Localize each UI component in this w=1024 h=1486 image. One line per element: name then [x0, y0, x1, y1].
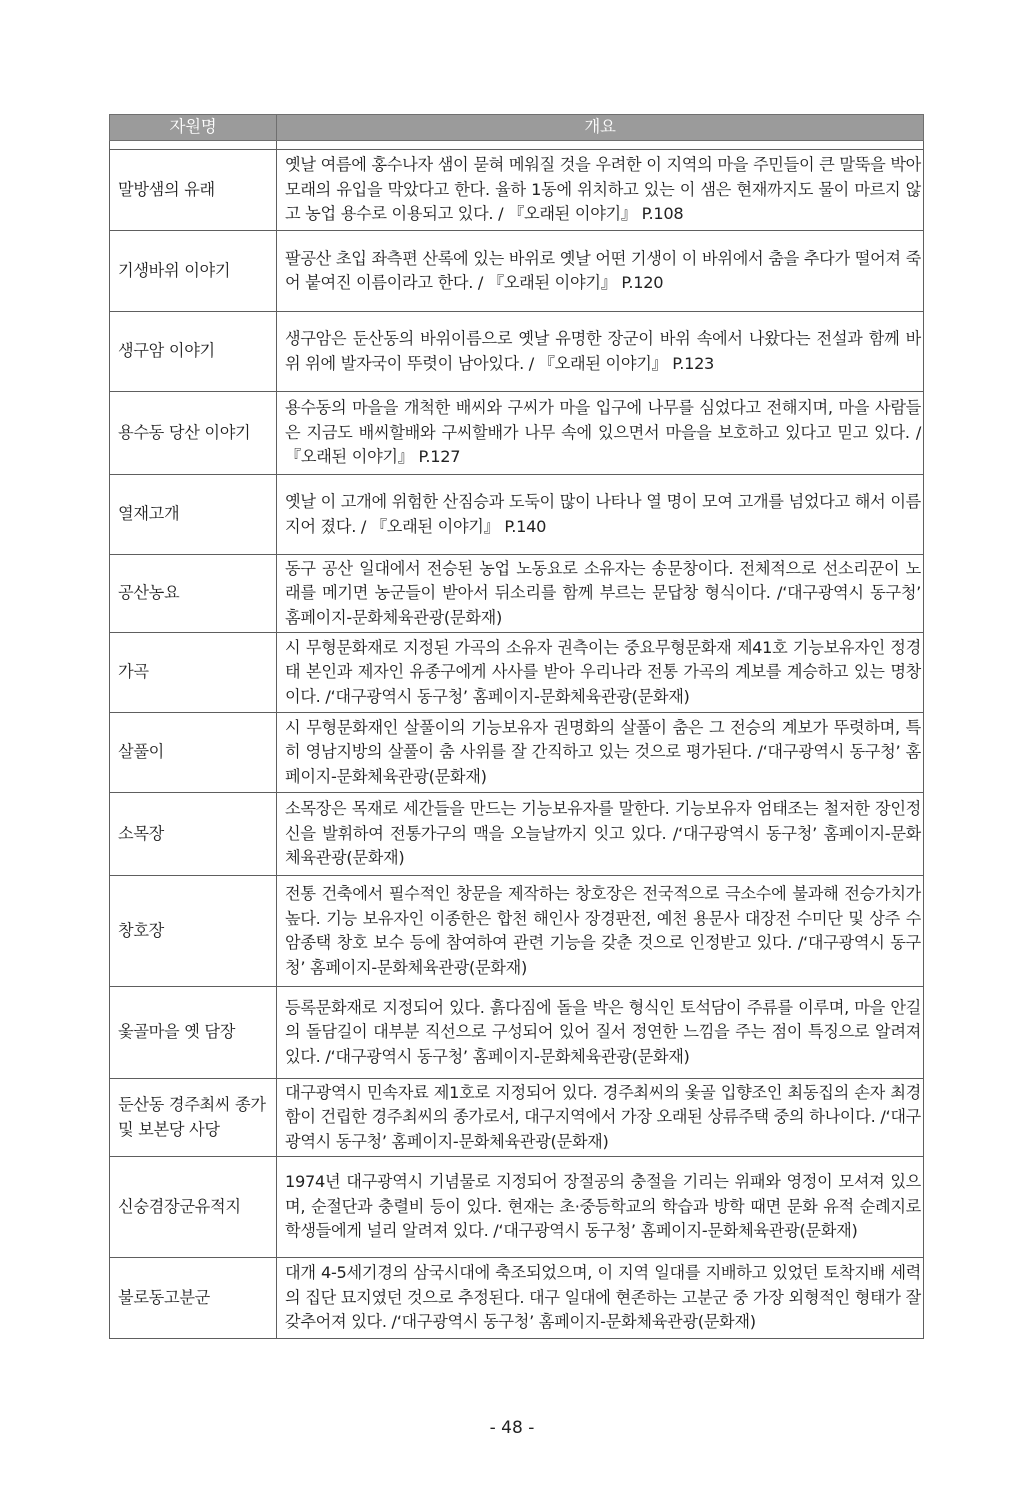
header-summary: 개요 — [277, 115, 924, 141]
resource-name: 살풀이 — [110, 713, 277, 793]
resource-name: 용수동 당산 이야기 — [110, 392, 277, 475]
resource-name: 열재고개 — [110, 475, 277, 555]
table-row — [110, 555, 924, 633]
resource-name: 불로동고분군 — [110, 1258, 277, 1339]
resource-summary: 소목장은 목재로 세간들을 만드는 기능보유자를 말한다. 기능보유자 엄태조는 철저한 장인정신을 발휘하여 전통가구의 맥을 오늘날까지 잇고 있다. /‘대구광역시 동구청’ 홈페이지-문화체육관광(문화재) — [277, 793, 924, 876]
table-row — [110, 231, 924, 312]
table-row — [110, 150, 924, 231]
resource-name: 창호장 — [110, 876, 277, 987]
table-row — [110, 987, 924, 1079]
resource-summary: 전통 건축에서 필수적인 창문을 제작하는 창호장은 전국적으로 극소수에 불과해 전승가치가 높다. 기능 보유자인 이종한은 합천 해인사 장경판전, 예천 용문사 대장전 수미단 및 상주 수암종택 창호 보수 등에 참여하여 관련 기능을 갖춘 것으로 인정받고 있다. /‘대구광역시 동구청’ 홈페이지-문화체육관광(문화재) — [277, 876, 924, 987]
table-row — [110, 392, 924, 475]
resource-summary: 시 무형문화재로 지정된 가곡의 소유자 권측이는 중요무형문화재 제41호 기능보유자인 정경태 본인과 제자인 유종구에게 사사를 받아 우리나라 전통 가곡의 계보를 계승하고 있는 명창이다. /‘대구광역시 동구청’ 홈페이지-문화체육관광(문화재) — [277, 633, 924, 713]
table-row — [110, 1157, 924, 1258]
table-row — [110, 475, 924, 555]
resource-summary: 옛날 이 고개에 위험한 산짐승과 도둑이 많이 나타나 열 명이 모여 고개를 넘었다고 해서 이름지어 졌다. / 『오래된 이야기』 P.140 — [277, 475, 924, 555]
resource-name: 생구암 이야기 — [110, 312, 277, 392]
resource-table — [109, 114, 924, 1339]
table-row — [110, 793, 924, 876]
table-row — [110, 1258, 924, 1339]
resource-summary: 대구광역시 민속자료 제1호로 지정되어 있다. 경주최씨의 옻골 입향조인 최동집의 손자 최경함이 건립한 경주최씨의 종가로서, 대구지역에서 가장 오래된 상류주택 중의 하나이다. /‘대구광역시 동구청’ 홈페이지-문화체육관광(문화재) — [277, 1079, 924, 1157]
table-row — [110, 633, 924, 713]
resource-summary: 옛날 여름에 홍수나자 샘이 묻혀 메워질 것을 우려한 이 지역의 마을 주민들이 큰 말뚝을 박아 모래의 유입을 막았다고 한다. 율하 1동에 위치하고 있는 이 샘은 현재까지도 물이 마르지 않고 농업 용수로 이용되고 있다. / 『오래된 이야기』 P.108 — [277, 150, 924, 231]
resource-name: 신숭겸장군유적지 — [110, 1157, 277, 1258]
resource-name: 옻골마을 옛 담장 — [110, 987, 277, 1079]
resource-summary: 팔공산 초입 좌측편 산록에 있는 바위로 옛날 어떤 기생이 이 바위에서 춤을 추다가 떨어져 죽어 붙여진 이름이라고 한다. / 『오래된 이야기』 P.120 — [277, 231, 924, 312]
table-row — [110, 1079, 924, 1157]
table-row — [110, 713, 924, 793]
resource-name: 둔산동 경주최씨 종가 및 보본당 사당 — [110, 1079, 277, 1157]
resource-name: 가곡 — [110, 633, 277, 713]
table-row — [110, 876, 924, 987]
resource-summary: 대개 4-5세기경의 삼국시대에 축조되었으며, 이 지역 일대를 지배하고 있었던 토착지배 세력의 집단 묘지였던 것으로 추정된다. 대구 일대에 현존하는 고분군 중 가장 외형적인 형태가 잘 갖추어져 있다. /‘대구광역시 동구청’ 홈페이지-문화체육관광(문화재) — [277, 1258, 924, 1339]
page-content — [109, 114, 923, 1339]
resource-name: 기생바위 이야기 — [110, 231, 277, 312]
resource-summary: 동구 공산 일대에서 전승된 농업 노동요로 소유자는 송문창이다. 전체적으로 선소리꾼이 노래를 메기면 농군들이 받아서 뒤소리를 함께 부르는 문답창 형식이다. /‘대구광역시 동구청’ 홈페이지-문화체육관광(문화재) — [277, 555, 924, 633]
resource-name: 말방샘의 유래 — [110, 150, 277, 231]
table-row — [110, 312, 924, 392]
resource-summary: 시 무형문화재인 살풀이의 기능보유자 권명화의 살풀이 춤은 그 전승의 계보가 뚜렷하며, 특히 영남지방의 살풀이 춤 사위를 잘 간직하고 있는 것으로 평가된다. /‘대구광역시 동구청’ 홈페이지-문화체육관광(문화재) — [277, 713, 924, 793]
table-header-row — [110, 115, 924, 141]
resource-summary: 등록문화재로 지정되어 있다. 흙다짐에 돌을 박은 형식인 토석담이 주류를 이루며, 마을 안길의 돌담길이 대부분 직선으로 구성되어 있어 질서 정연한 느낌을 주는 점이 특징으로 알려져 있다. /‘대구광역시 동구청’ 홈페이지-문화체육관광(문화재) — [277, 987, 924, 1079]
resource-summary: 용수동의 마을을 개척한 배씨와 구씨가 마을 입구에 나무를 심었다고 전해지며, 마을 사람들은 지금도 배씨할배와 구씨할배가 나무 속에 있으면서 마을을 보호하고 있다고 믿고 있다. / 『오래된 이야기』 P.127 — [277, 392, 924, 475]
resource-name: 공산농요 — [110, 555, 277, 633]
resource-name: 소목장 — [110, 793, 277, 876]
page-number: - 48 - — [489, 1418, 535, 1438]
header-resource-name: 자원명 — [110, 115, 277, 141]
resource-summary: 1974년 대구광역시 기념물로 지정되어 장절공의 충절을 기리는 위패와 영정이 모셔져 있으며, 순절단과 충렬비 등이 있다. 현재는 초·중등학교의 학습과 방학 때면 문화 유적 순례지로 학생들에게 널리 알려져 있다. /‘대구광역시 동구청’ 홈페이지-문화체육관광(문화재) — [277, 1157, 924, 1258]
resource-summary: 생구암은 둔산동의 바위이름으로 옛날 유명한 장군이 바위 속에서 나왔다는 전설과 함께 바위 위에 발자국이 뚜렷이 남아있다. / 『오래된 이야기』 P.123 — [277, 312, 924, 392]
